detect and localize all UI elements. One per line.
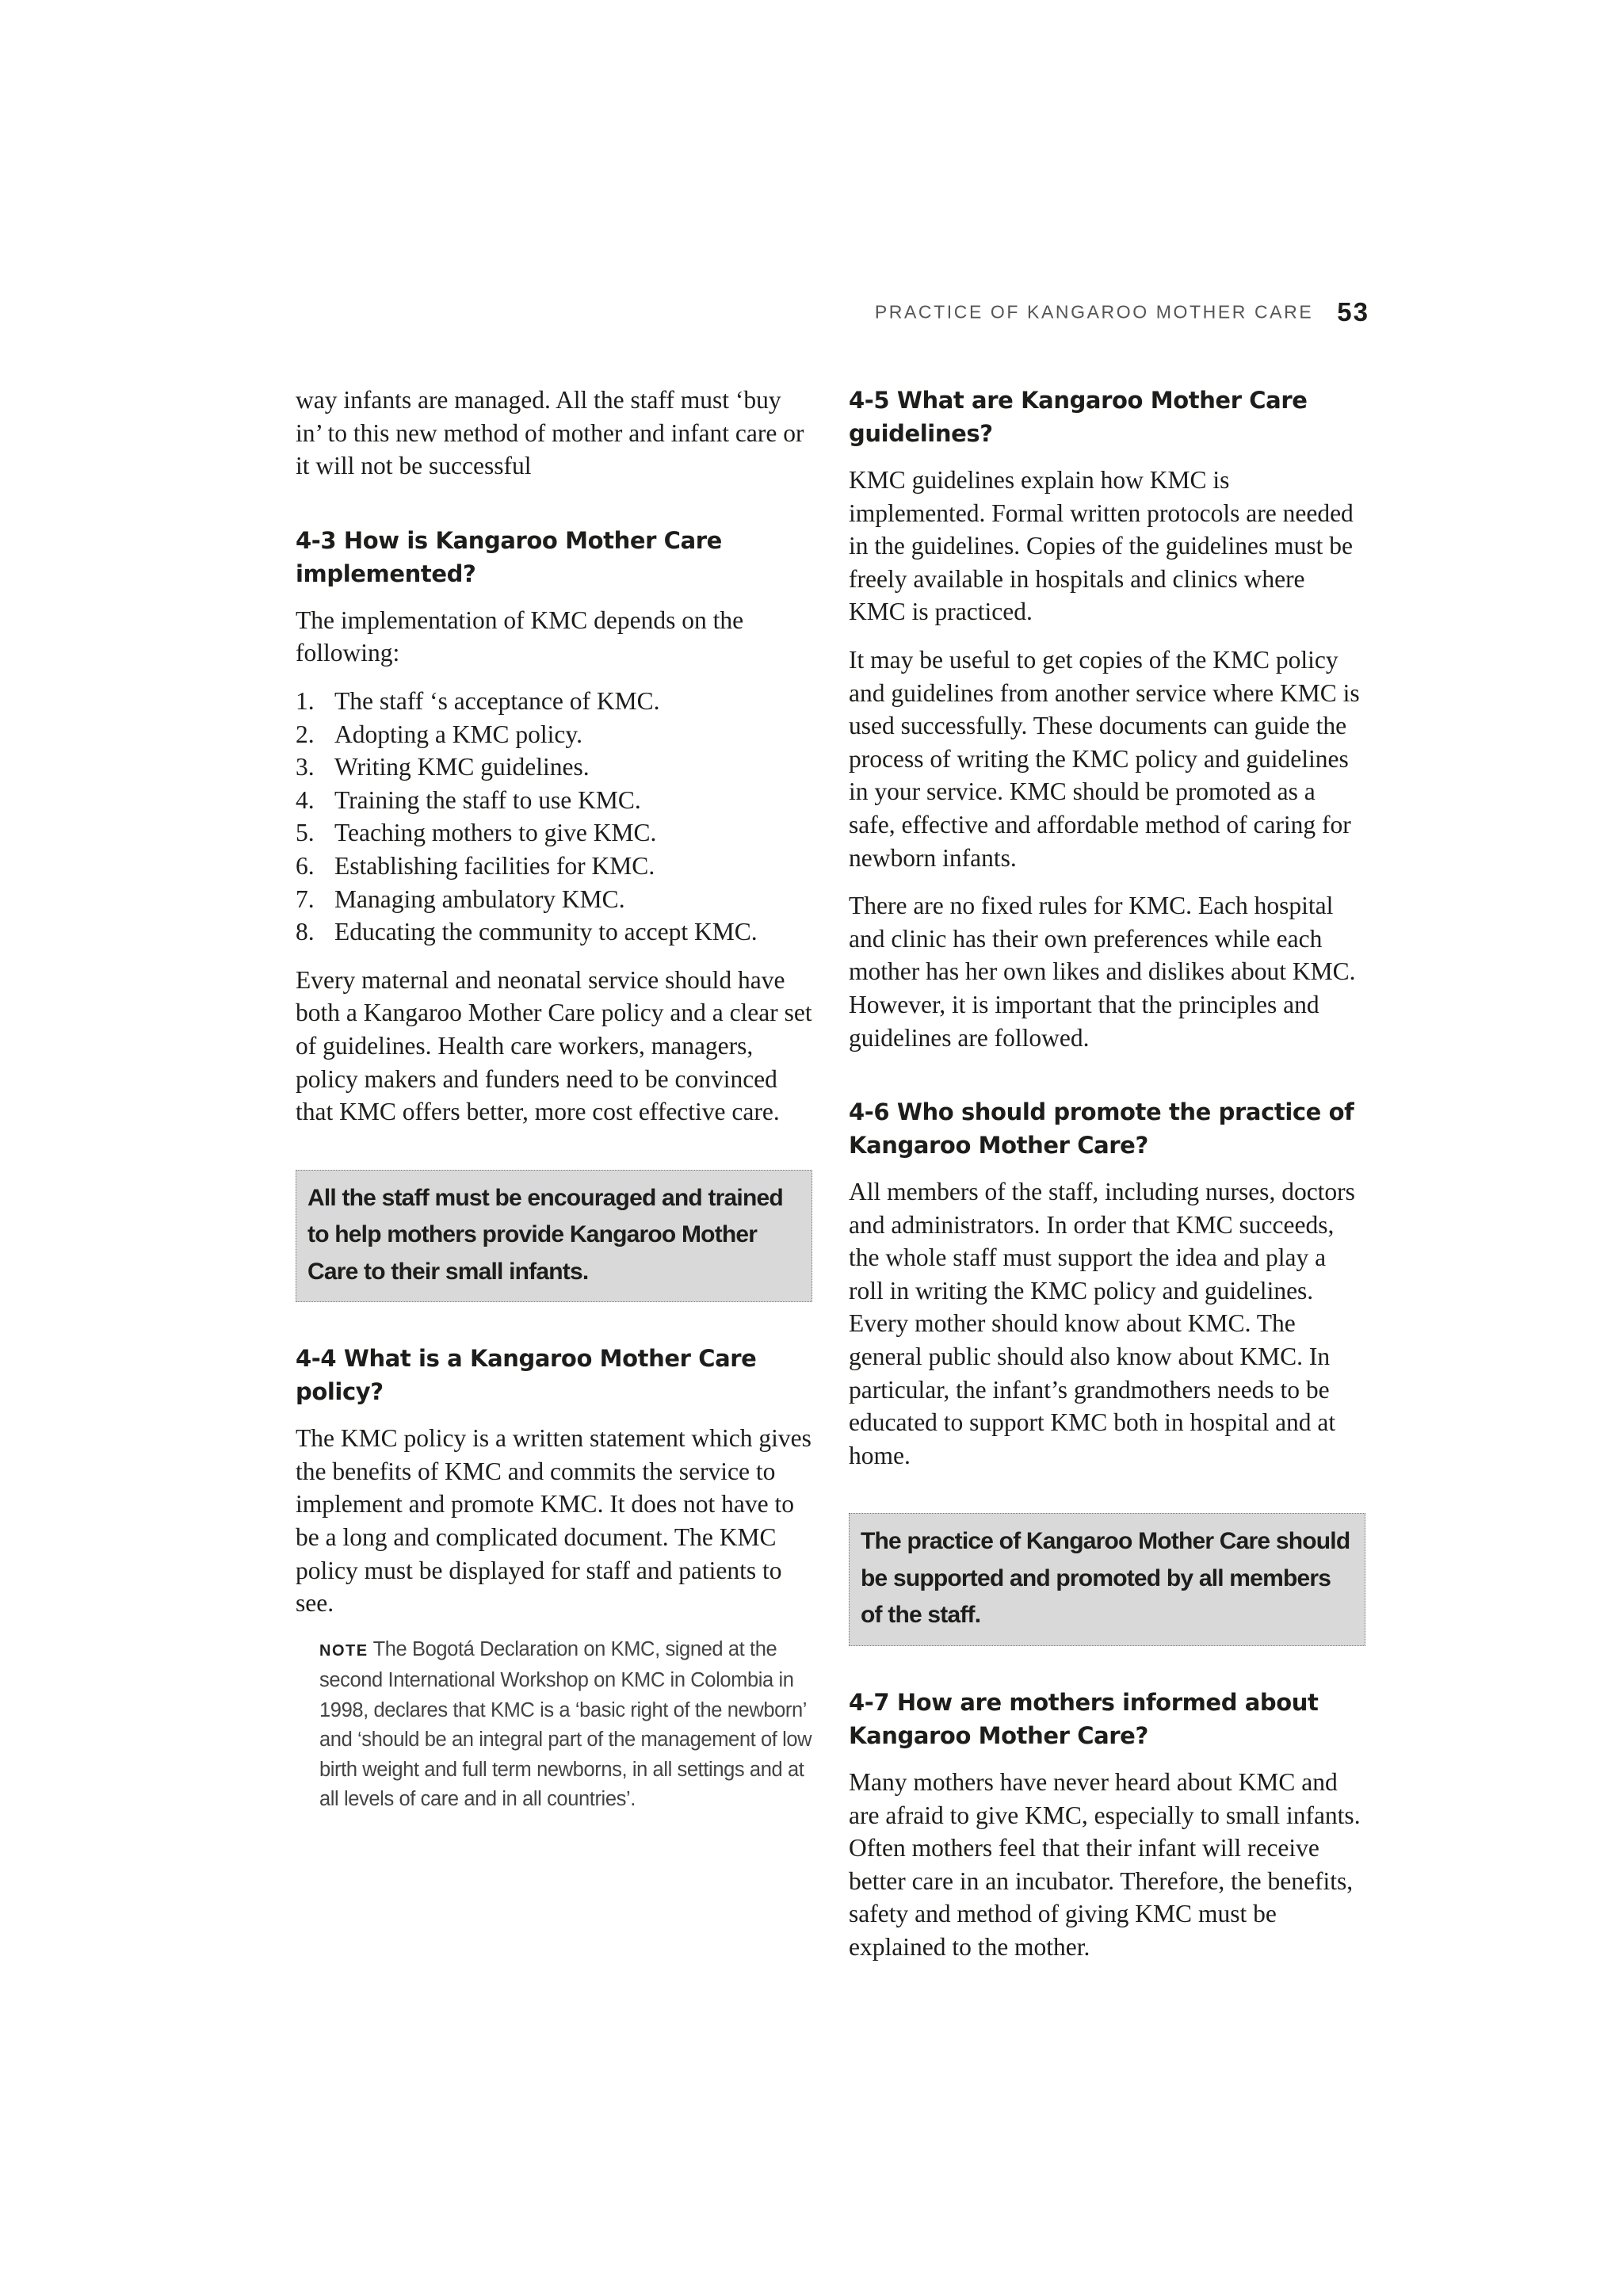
list-item-number: 8. [296, 918, 315, 946]
list-item [296, 685, 812, 718]
list-item-number: 1. [296, 686, 315, 715]
list-item-text: Writing KMC guidelines. [334, 753, 590, 781]
list-item-text: Adopting a KMC policy. [334, 720, 582, 748]
list-item-text: Managing ambulatory KMC. [334, 884, 625, 913]
section-4-4-paragraph: The KMC policy is a written statement which gives the benefits of KMC and commits the service to implement and promote KMC. It does not have to be a long and complicated document. The KMC policy must be displayed for staff and patients to see. [296, 1424, 812, 1618]
list-item [296, 883, 812, 916]
section-heading-4-3: 4-3 How is Kangaroo Mother Care implemented? [296, 526, 722, 587]
section-4-6-paragraph: All members of the staff, including nurses, doctors and administrators. In order that KMC succeeds, the whole staff must support the idea and play a roll in writing the KMC policy and guidelines. Every mother should know about KMC. The general public should also know about KMC. In particular, the infant’s grandmothers needs to be educated to support KMC both in hospital and at home. [849, 1178, 1355, 1469]
right-column [849, 384, 1365, 1979]
list-item-number: 2. [296, 720, 315, 748]
list-item [296, 816, 812, 850]
list-item-number: 5. [296, 819, 315, 847]
section-4-7-paragraph: Many mothers have never heard about KMC and are afraid to give KMC, especially to small infants. Often mothers feel that their infant will receive better care in an incubator. Therefore, the benefits, safety and method of giving KMC must be explained to the mother. [849, 1767, 1361, 1961]
callout-box [849, 1513, 1365, 1646]
list-item [296, 718, 812, 751]
note-label: NOTE [319, 1641, 369, 1660]
list-item [296, 915, 812, 949]
page-number: 53 [1337, 297, 1369, 327]
section-4-5-paragraph: There are no fixed rules for KMC. Each hospital and clinic has their own preferences while each mother has her own likes and dislikes about KMC. However, it is important that the principles and guidelines are followed. [849, 892, 1356, 1052]
note [319, 1635, 812, 1815]
list-item-text: The staff ‘s acceptance of KMC. [334, 686, 660, 715]
section-heading-4-4: 4-4 What is a Kangaroo Mother Care policy? [296, 1345, 757, 1406]
section-4-3-intro: The implementation of KMC depends on the following: [296, 606, 744, 667]
section-heading-4-6: 4-6 Who should promote the practice of Kangaroo Mother Care? [849, 1098, 1354, 1159]
list-item [296, 751, 812, 784]
running-title: PRACTICE OF KANGAROO MOTHER CARE [874, 301, 1314, 323]
section-4-3-paragraph: Every maternal and neonatal service should have both a Kangaroo Mother Care policy and a clear set of guidelines. Health care workers, managers, policy makers and funders need to be convinced that KMC offers better, more cost effective care. [296, 965, 812, 1126]
section-heading-4-7: 4-7 How are mothers informed about Kangaroo Mother Care? [849, 1688, 1319, 1749]
list-item-text: Establishing facilities for KMC. [334, 851, 655, 880]
list-item-text: Educating the community to accept KMC. [334, 918, 758, 946]
left-column [296, 384, 812, 1815]
list-item-text: Teaching mothers to give KMC. [334, 819, 657, 847]
list-item-number: 7. [296, 884, 315, 913]
list-item-number: 4. [296, 785, 315, 814]
note-text: The Bogotá Declaration on KMC, signed at the second International Workshop on KMC in Colombia in 1998, declares that KMC is a ‘basic right of the newborn’ and ‘should be an integral part of the management of low birth weight and full term newborns, in all settings and at all levels of care and in all countries’. [319, 1637, 812, 1811]
list-item-number: 6. [296, 851, 315, 880]
list-item-text: Training the staff to use KMC. [334, 785, 641, 814]
list-item [296, 850, 812, 883]
callout-box [296, 1170, 812, 1303]
list-item [296, 784, 812, 817]
running-header [875, 297, 1369, 327]
continued-paragraph: way infants are managed. All the staff must ‘buy in’ to this new method of mother and infant care or it will not be successful [296, 386, 804, 480]
callout-text: All the staff must be encouraged and trained to help mothers provide Kangaroo Mother Care to their small infants. [307, 1184, 783, 1285]
list-item-number: 3. [296, 753, 315, 781]
callout-text: The practice of Kangaroo Mother Care should be supported and promoted by all members of the staff. [861, 1528, 1350, 1629]
section-heading-4-5: 4-5 What are Kangaroo Mother Care guidelines? [849, 387, 1308, 447]
implementation-list [296, 685, 812, 949]
section-4-5-paragraph: It may be useful to get copies of the KMC policy and guidelines from another service where KMC is used successfully. These documents can guide the process of writing the KMC policy and guidelines in your service. KMC should be promoted as a safe, effective and affordable method of caring for newborn infants. [849, 645, 1360, 872]
section-4-5-paragraph: KMC guidelines explain how KMC is implemented. Formal written protocols are needed in the guidelines. Copies of the guidelines must be freely available in hospitals and clinics where KMC is practiced. [849, 466, 1354, 626]
